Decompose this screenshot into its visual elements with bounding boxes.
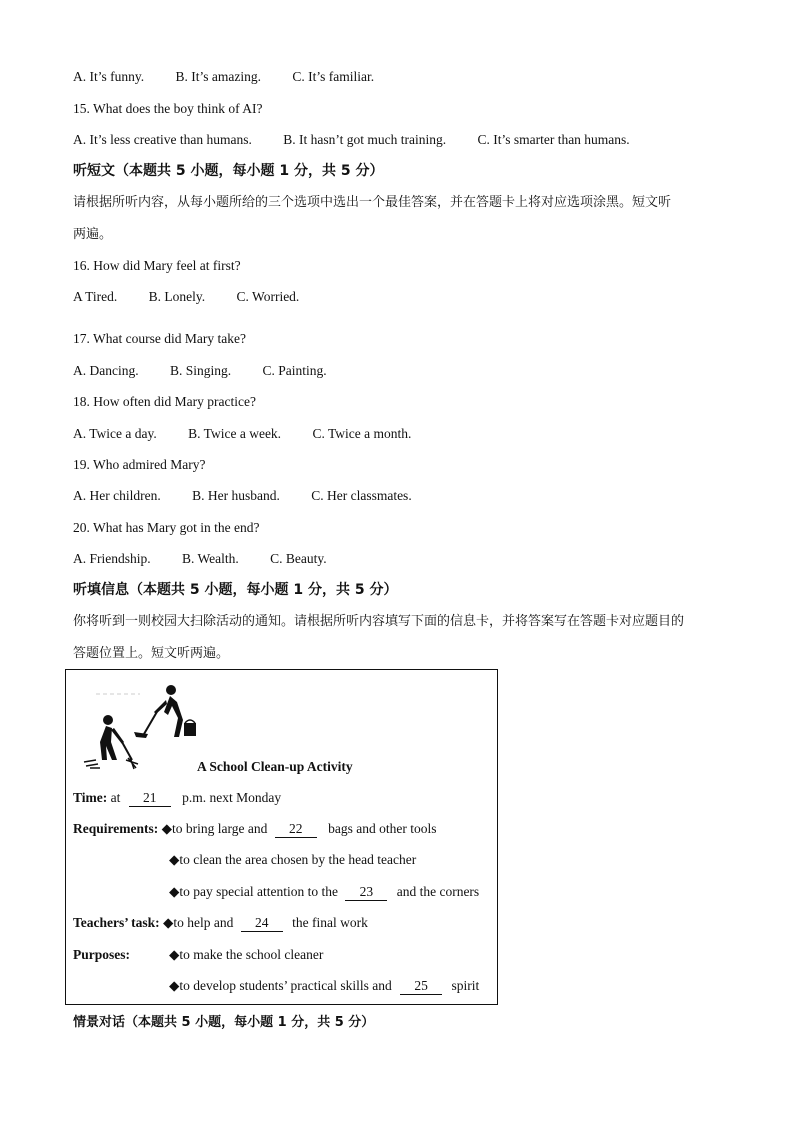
- card-req-row-1: [73, 819, 436, 839]
- q19-option-a: A. Her children.: [73, 488, 161, 503]
- q14-options: [73, 67, 374, 87]
- card-req3-pre: ◆to pay special attention to the: [169, 884, 338, 899]
- q19-options: [73, 486, 412, 506]
- q17-option-c: C. Painting.: [262, 363, 327, 378]
- q16-options: [73, 287, 299, 307]
- card-req2: ◆to clean the area chosen by the head teacher: [169, 852, 417, 867]
- info-card: [65, 669, 498, 1005]
- card-time-post: p.m. next Monday: [182, 790, 282, 805]
- card-req3-post: and the corners: [396, 884, 480, 899]
- q20-option-c: C. Beauty.: [270, 551, 327, 566]
- section-dialogue-subtitle: （本题共 5 小题，每小题 1 分，共 5 分）: [125, 1015, 375, 1030]
- card-time-label: Time:: [73, 790, 108, 805]
- section-fill-instructions-1: 你将听到一则校园大扫除活动的通知。请根据所听内容填写下面的信息卡，并将答案写在答题卡对应题目的: [73, 614, 685, 629]
- q18-options: [73, 424, 411, 444]
- q18-option-b: B. Twice a week.: [188, 426, 282, 441]
- card-purpose2-post: spirit: [451, 978, 480, 993]
- q17-options: [73, 361, 327, 381]
- card-req-label: Requirements:: [73, 821, 159, 836]
- q20-question: 20. What has Mary got in the end?: [73, 520, 260, 535]
- q18-option-c: C. Twice a month.: [312, 426, 412, 441]
- q16-option-b: B. Lonely.: [148, 289, 206, 304]
- blank-25[interactable]: 25: [400, 978, 442, 995]
- section-passage-title: 听短文: [73, 163, 115, 179]
- q16-question: 16. How did Mary feel at first?: [73, 258, 241, 273]
- section-passage-instructions-1: 请根据所听内容，从每小题所给的三个选项中选出一个最佳答案，并在答题卡上将对应选项涂黑。短文听: [73, 195, 672, 210]
- blank-23[interactable]: 23: [345, 884, 387, 901]
- q15-option-c: C. It’s smarter than humans.: [477, 132, 630, 147]
- card-purpose1: ◆to make the school cleaner: [169, 947, 324, 962]
- blank-24[interactable]: 24: [241, 915, 283, 932]
- section-passage-heading: [73, 161, 383, 181]
- section-passage-instructions-2: 两遍。: [73, 227, 113, 242]
- section-fill-instructions-2: 答题位置上。短文听两遍。: [73, 646, 230, 661]
- q16-option-a: A Tired.: [73, 289, 118, 304]
- section-fill-title: 听填信息: [73, 582, 129, 598]
- q20-option-a: A. Friendship.: [73, 551, 151, 566]
- q18-question: 18. How often did Mary practice?: [73, 394, 256, 409]
- section-fill-heading: [73, 580, 397, 600]
- q15-option-b: B. It hasn’t got much training.: [283, 132, 447, 147]
- card-req1-post: bags and other tools: [328, 821, 437, 836]
- blank-22[interactable]: 22: [275, 821, 317, 838]
- cleaning-people-icon: [74, 682, 204, 772]
- q16-option-c: C. Worried.: [236, 289, 300, 304]
- section-dialogue-heading: [73, 1013, 374, 1033]
- card-purposes-label: Purposes:: [73, 947, 130, 962]
- card-teachers-pre: ◆to help and: [163, 915, 234, 930]
- card-purpose2-pre: ◆to develop students’ practical skills and: [169, 978, 392, 993]
- q19-question: 19. Who admired Mary?: [73, 457, 206, 472]
- q20-option-b: B. Wealth.: [182, 551, 239, 566]
- q18-option-a: A. Twice a day.: [73, 426, 157, 441]
- blank-21[interactable]: 21: [129, 790, 171, 807]
- q14-option-a: A. It’s funny.: [73, 69, 145, 84]
- card-teachers-post: the final work: [292, 915, 368, 930]
- card-time-pre: at: [110, 790, 121, 805]
- q20-options: [73, 549, 327, 569]
- card-time-row: [73, 788, 281, 808]
- q17-option-b: B. Singing.: [169, 363, 232, 378]
- q17-question: 17. What course did Mary take?: [73, 331, 246, 346]
- q17-option-a: A. Dancing.: [73, 363, 139, 378]
- section-fill-subtitle: （本题共 5 小题，每小题 1 分，共 5 分）: [129, 582, 398, 598]
- card-title: A School Clean-up Activity: [197, 759, 353, 774]
- q15-options: [73, 130, 630, 150]
- card-teachers-row: [73, 913, 368, 933]
- q15-question: 15. What does the boy think of AI?: [73, 101, 263, 116]
- card-purpose2-row: [169, 976, 479, 996]
- card-req1-pre: ◆to bring large and: [161, 821, 268, 836]
- q14-option-b: B. It’s amazing.: [175, 69, 261, 84]
- q15-option-a: A. It’s less creative than humans.: [73, 132, 252, 147]
- q19-option-c: C. Her classmates.: [311, 488, 412, 503]
- section-dialogue-title: 情景对话: [73, 1015, 126, 1030]
- q14-option-c: C. It’s familiar.: [292, 69, 375, 84]
- card-req-row-3: [169, 882, 479, 902]
- card-purposes-row: [73, 945, 323, 965]
- section-passage-subtitle: （本题共 5 小题，每小题 1 分，共 5 分）: [115, 163, 384, 179]
- q19-option-b: B. Her husband.: [192, 488, 280, 503]
- card-teachers-label: Teachers’ task:: [73, 915, 160, 930]
